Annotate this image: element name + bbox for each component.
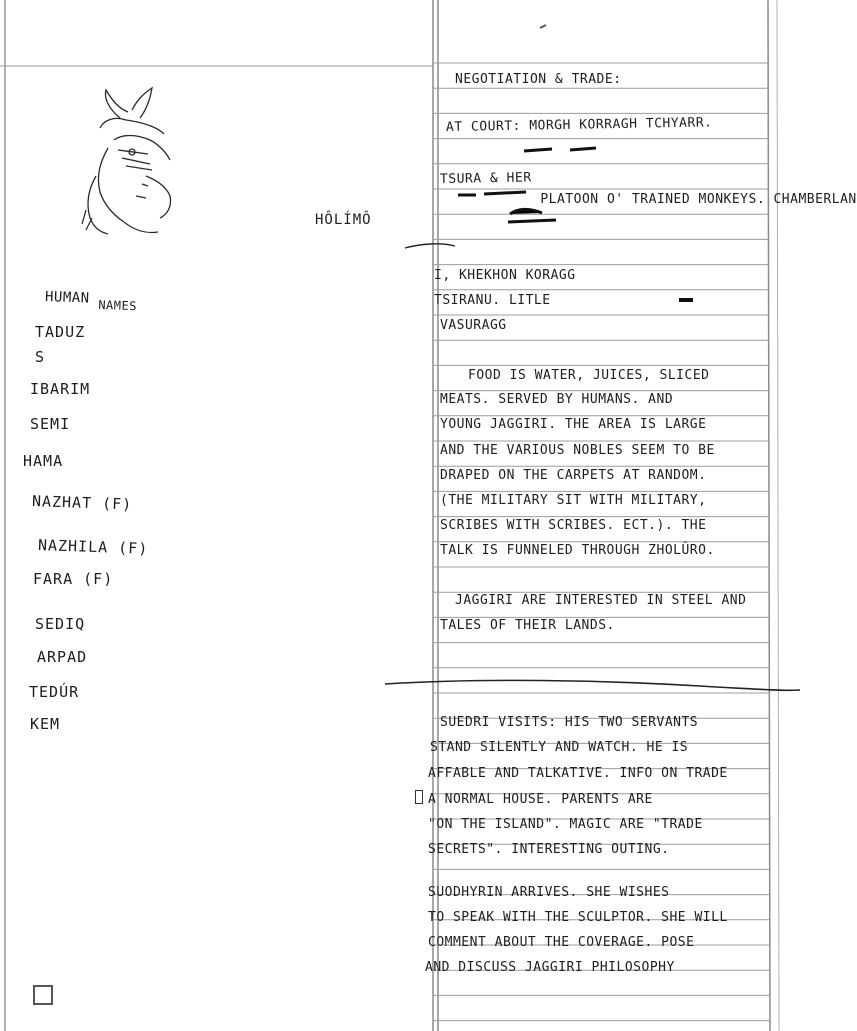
list-item: NAZHILA (F) — [37, 536, 149, 558]
note-line: (THE MILITARY SIT WITH MILITARY, — [440, 493, 707, 508]
holimo-label: HÔLÍMÔ — [315, 212, 372, 228]
list-item: ARPAD — [37, 648, 88, 666]
note-line: COMMENT ABOUT THE COVERAGE. POSE — [428, 935, 695, 950]
margin-arrow-mark — [405, 244, 455, 248]
names-heading-word: NAMES — [98, 297, 138, 314]
note-line: TALK IS FUNNELED THROUGH ZHOLÛRO. — [440, 543, 715, 558]
right-edge-line — [768, 0, 770, 1031]
note-line: TO SPEAK WITH THE SCULPTOR. SHE WILL — [428, 910, 728, 925]
note-line — [440, 218, 490, 233]
list-item: SEDIQ — [35, 615, 86, 633]
list-item: HAMA — [23, 452, 64, 470]
note-line: STAND SILENTLY AND WATCH. HE IS — [430, 740, 689, 755]
note-line: SUEDRI VISITS: HIS TWO SERVANTS — [440, 715, 699, 730]
note-line — [440, 145, 522, 160]
right-edge-line-2 — [777, 0, 779, 1031]
list-item: SEMI — [30, 415, 71, 433]
note-line: TSURA & HER — [439, 170, 532, 187]
list-item: IBARIM — [30, 380, 91, 398]
note-text: PLATOON O' TRAINED MONKEYS. CHAMBERLAN — [540, 192, 857, 207]
note-line: AFFABLE AND TALKATIVE. INFO ON TRADE — [428, 766, 728, 781]
note-line: TALES OF THEIR LANDS. — [440, 618, 615, 633]
margin-box-mark — [415, 790, 423, 804]
strike-scribble-1 — [524, 148, 596, 151]
human-heading-word: HUMAN — [44, 289, 90, 307]
note-line: JAGGIRI ARE INTERESTED IN STEEL AND — [455, 593, 747, 608]
note-line: "ON THE ISLAND". MAGIC ARE "TRADE — [428, 817, 703, 832]
note-line: SCRIBES WITH SCRIBES. ECT.). THE — [440, 518, 707, 533]
strike-scribble-3 — [508, 209, 556, 222]
note-line: MEATS. SERVED BY HUMANS. AND — [440, 392, 674, 407]
note-line: TSIRANU. LITLE — [434, 293, 551, 308]
page-checkbox[interactable] — [33, 985, 53, 1005]
note-line: DRAPED ON THE CARPETS AT RANDOM. — [440, 468, 707, 483]
stray-mark — [540, 25, 546, 28]
note-line: YOUNG JAGGIRI. THE AREA IS LARGE — [440, 417, 707, 432]
note-line: VASURAGG — [440, 318, 507, 333]
note-line: SECRETS". INTERESTING OUTING. — [428, 842, 670, 857]
note-line: AND THE VARIOUS NOBLES SEEM TO BE — [440, 443, 715, 458]
list-item: NAZHAT (F) — [31, 492, 133, 514]
list-item: FARA (F) — [33, 570, 114, 588]
note-line — [440, 192, 857, 207]
note-line: AND DISCUSS JAGGIRI PHILOSOPHY — [425, 960, 675, 975]
section-heading: NEGOTIATION & TRADE: — [455, 72, 622, 87]
note-line: AT COURT: MORGH KORRAGH TCHYARR. — [445, 115, 713, 135]
section-divider-stroke — [385, 680, 800, 690]
list-item: KEM — [30, 715, 61, 733]
note-line: SUODHYRIN ARRIVES. SHE WISHES — [428, 885, 670, 900]
human-names-heading — [44, 289, 138, 314]
list-item: TEDÚR — [29, 683, 80, 701]
note-line: A NORMAL HOUSE. PARENTS ARE — [428, 792, 653, 807]
creature-sketch — [82, 88, 171, 234]
note-line: I, KHEKHON KORAGG — [434, 268, 576, 283]
note-line: FOOD IS WATER, JUICES, SLICED — [468, 368, 710, 383]
list-item: TADUZ — [35, 323, 86, 341]
list-item: S — [35, 348, 46, 366]
